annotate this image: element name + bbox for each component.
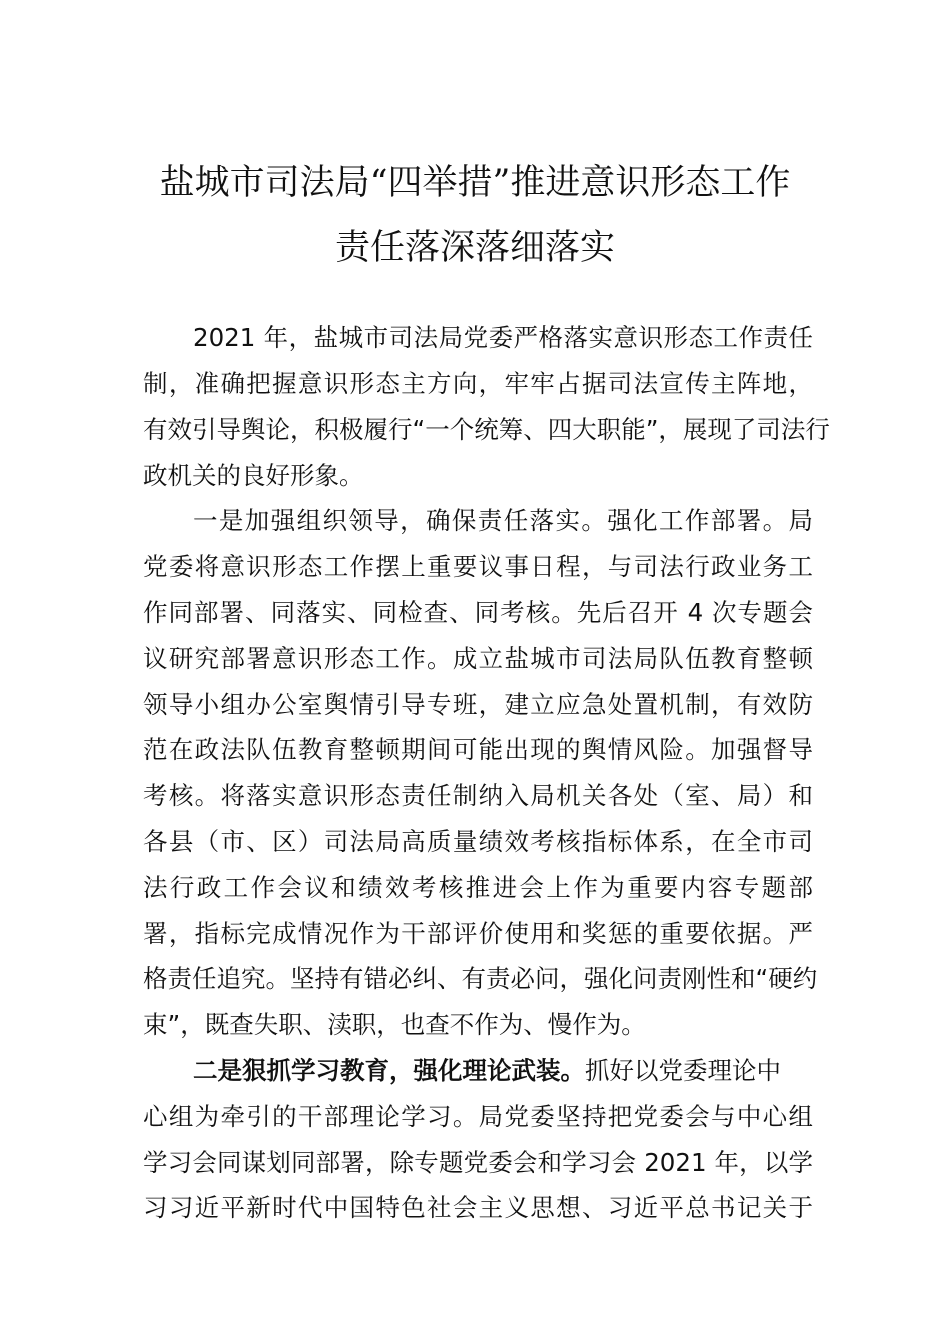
paragraph-2-line-5: 领导小组办公室舆情引导专班，建立应急处置机制，有效防	[143, 690, 813, 719]
paragraph-2-line-11: 格责任追究。坚持有错必纠、有责必问，强化问责刚性和“硬约	[143, 964, 818, 993]
paragraph-2-line-10: 署，指标完成情况作为干部评价使用和奖惩的重要依据。严	[143, 919, 813, 948]
paragraph-2-line-9: 法行政工作会议和绩效考核推进会上作为重要内容专题部	[143, 873, 813, 902]
paragraph-2-line-4: 议研究部署意识形态工作。成立盐城市司法局队伍教育整顿	[143, 644, 813, 673]
paragraph-1-line-2: 制，准确把握意识形态主方向，牢牢占据司法宣传主阵地，	[143, 369, 813, 398]
paragraph-2-line-12: 束”，既查失职、渎职，也查不作为、慢作为。	[143, 1010, 646, 1039]
paragraph-2-line-2: 党委将意识形态工作摆上重要议事日程，与司法行政业务工	[143, 552, 813, 581]
paragraph-3-line-3: 学习会同谋划同部署，除专题党委会和学习会 2021 年，以学	[143, 1148, 813, 1177]
document-title-line-1: 盐城市司法局“四举措”推进意识形态工作	[159, 163, 791, 203]
paragraph-1-line-1: 2021 年，盐城市司法局党委严格落实意识形态工作责任	[193, 323, 813, 352]
paragraph-1-line-4: 政机关的良好形象。	[143, 461, 364, 490]
paragraph-3-line-1-text: 抓好以党委理论中	[585, 1056, 781, 1085]
document-title-line-2: 责任落深落细落实	[334, 228, 615, 268]
paragraph-2-line-3: 作同部署、同落实、同检查、同考核。先后召开 4 次专题会	[143, 598, 813, 627]
paragraph-2-line-6: 范在政法队伍教育整顿期间可能出现的舆情风险。加强督导	[143, 735, 813, 764]
paragraph-3-line-2: 心组为牵引的干部理论学习。局党委坚持把党委会与中心组	[143, 1102, 813, 1131]
paragraph-2-line-7: 考核。将落实意识形态责任制纳入局机关各处（室、局）和	[143, 781, 813, 810]
paragraph-1-line-3: 有效引导舆论，积极履行“一个统筹、四大职能”，展现了司法行	[143, 415, 830, 444]
paragraph-2-line-8: 各县（市、区）司法局高质量绩效考核指标体系，在全市司	[143, 827, 813, 856]
paragraph-3-heading: 二是狠抓学习教育，强化理论武装。	[193, 1056, 585, 1085]
paragraph-3-line-1	[193, 1056, 813, 1086]
paragraph-3-line-4: 习习近平新时代中国特色社会主义思想、习近平总书记关于	[143, 1193, 813, 1222]
paragraph-2-line-1: 一是加强组织领导，确保责任落实。强化工作部署。局	[193, 506, 813, 535]
